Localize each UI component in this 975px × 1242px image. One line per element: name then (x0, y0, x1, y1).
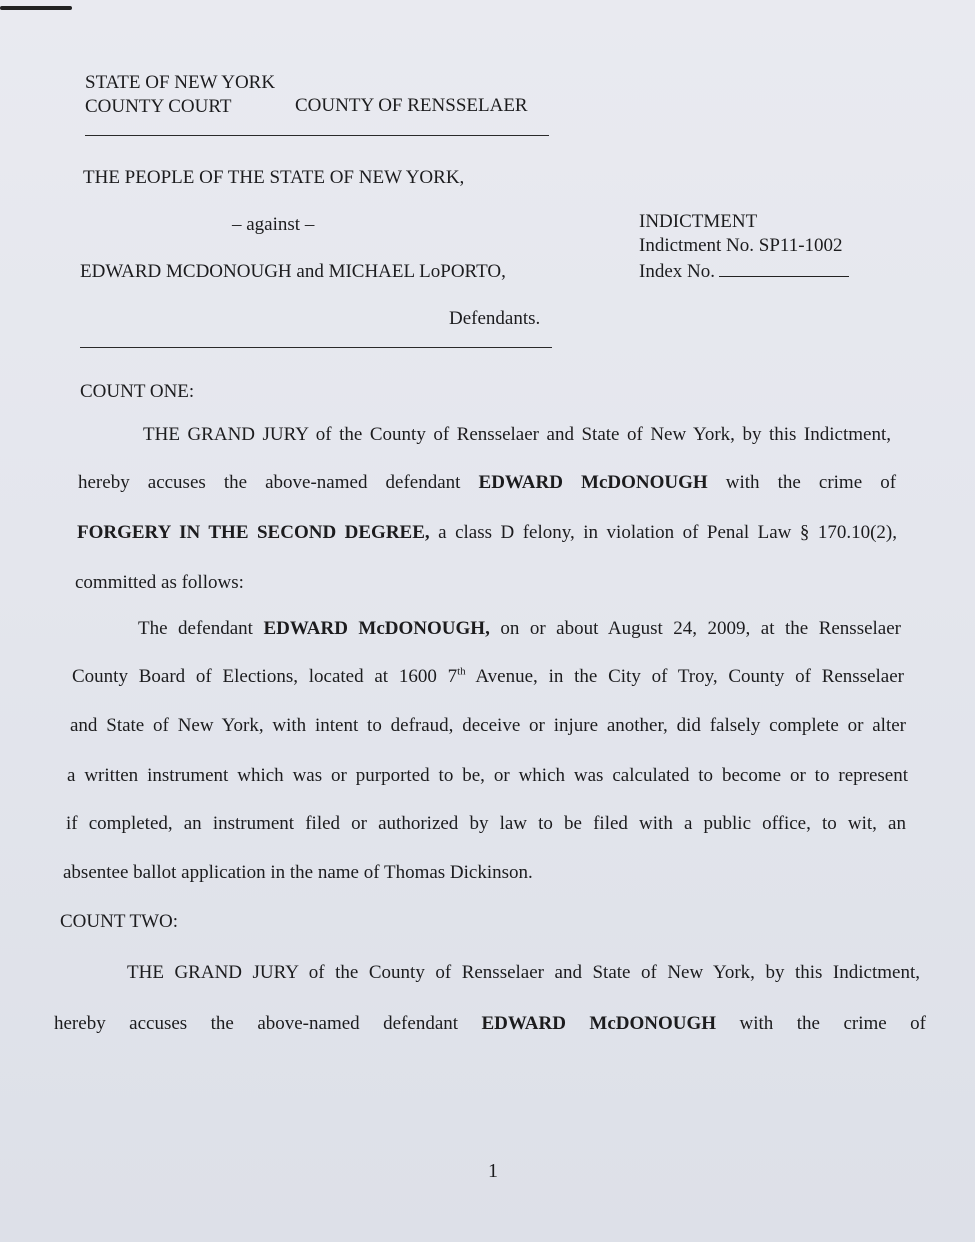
count-two-heading: COUNT TWO: (60, 911, 179, 932)
count-one-line-6: County Board of Elections, located at 1600 7th Avenue, in the City of Troy, County of Rensselaer (72, 665, 904, 687)
index-number (639, 258, 849, 284)
count-one-line-3: FORGERY IN THE SECOND DEGREE, a class D felony, in violation of Penal Law § 170.10(2), (77, 522, 898, 543)
count-one-line-7: and State of New York, with intent to defraud, deceive or injure another, did falsely complete or alter (70, 715, 906, 736)
count-one-line-8: a written instrument which was or purported to be, or which was calculated to become or to represent (67, 765, 908, 786)
page-number: 1 (488, 1160, 498, 1182)
defendant-name: EDWARD McDONOUGH (478, 472, 708, 493)
index-number-label: Index No. (639, 261, 715, 282)
caption-rule-top (85, 135, 549, 136)
count-one-heading: COUNT ONE: (80, 381, 195, 402)
index-number-blank (719, 258, 849, 277)
against-line: – against – (232, 214, 315, 235)
caption-rule-bottom (80, 347, 552, 348)
count-one-line-5: The defendant EDWARD McDONOUGH, on or about August 24, 2009, at the Rensselaer (138, 618, 902, 639)
count-one-line-10: absentee ballot application in the name of Thomas Dickinson. (63, 862, 533, 883)
count-two-line-2: hereby accuses the above-named defendant EDWARD McDONOUGH with the crime of (54, 1013, 926, 1034)
court-line: COUNTY COURT (85, 96, 232, 117)
crime-name: FORGERY IN THE SECOND DEGREE, (77, 522, 430, 543)
document-type: INDICTMENT (639, 211, 758, 232)
corner-mark (0, 6, 72, 10)
defendants-label: Defendants. (449, 308, 541, 329)
county-line: COUNTY OF RENSSELAER (295, 95, 528, 116)
count-two-line-1: THE GRAND JURY of the County of Rensselaer and State of New York, by this Indictment, (127, 962, 920, 983)
indictment-number: Indictment No. SP11-1002 (639, 235, 843, 256)
count-one-line-9: if completed, an instrument filed or authorized by law to be filed with a public office, to wit, an (66, 813, 906, 834)
defendants-names: EDWARD MCDONOUGH and MICHAEL LoPORTO, (80, 261, 506, 282)
plaintiff: THE PEOPLE OF THE STATE OF NEW YORK, (83, 167, 465, 188)
defendant-name: EDWARD McDONOUGH (481, 1013, 717, 1034)
state-line: STATE OF NEW YORK (85, 72, 276, 93)
count-one-line-4: committed as follows: (75, 572, 244, 593)
defendant-name: EDWARD McDONOUGH, (263, 618, 490, 639)
count-one-line-2: hereby accuses the above-named defendant EDWARD McDONOUGH with the crime of (78, 472, 897, 493)
count-one-line-1: THE GRAND JURY of the County of Rensselaer and State of New York, by this Indictment, (143, 424, 891, 445)
